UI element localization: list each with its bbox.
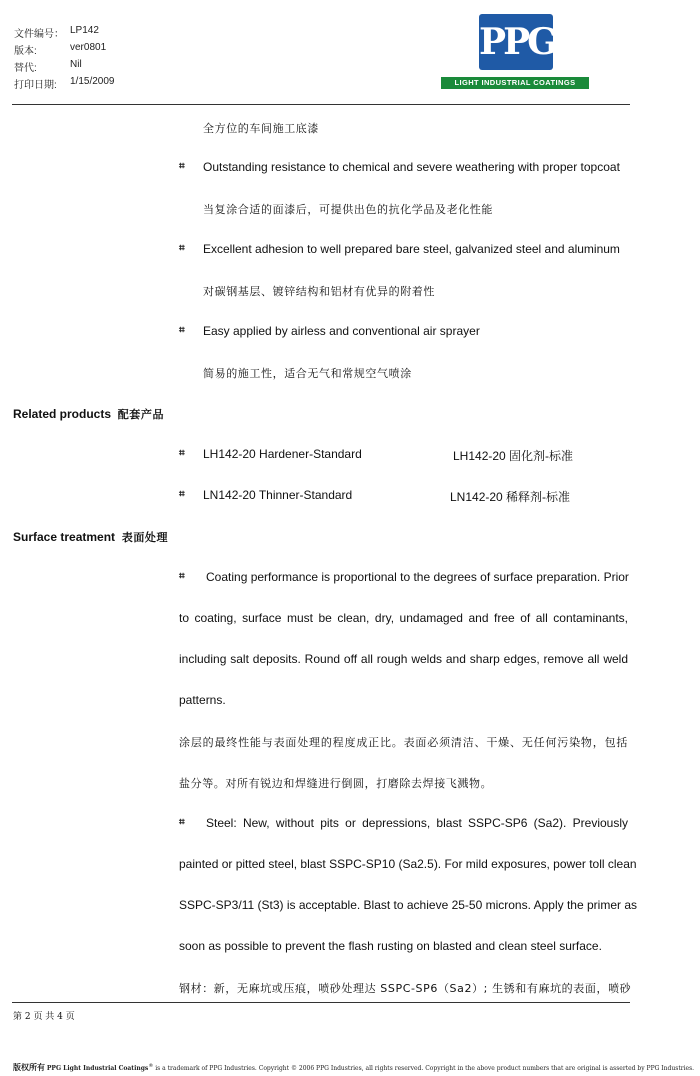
meta-value-print-date: 1/15/2009	[70, 76, 115, 87]
meta-label-print-date: 打印日期:	[14, 80, 57, 91]
logo-tagline-bar	[441, 77, 589, 89]
copyright-line: 版权所有 PPG Light Industrial Coatings® is a trademark of PPG Industries. Copyright © 2006 PPG Industries, all rights reserved. Copyright in the above product numbers that are original is asserted by PPG Industries.	[13, 1062, 695, 1072]
surface-p1-zh-line-1: 涂层的最终性能与表面处理的程度成正比。表面必须清洁、干燥、无任何污染物，包括	[179, 736, 628, 749]
bullet-icon: ⌗	[179, 817, 185, 828]
related-products-heading	[13, 406, 164, 422]
ppg-logo	[479, 14, 553, 70]
surface-treatment-heading	[13, 529, 168, 545]
copyright-brand: PPG Light Industrial Coatings	[46, 1065, 149, 1072]
page-number: 第 2 页 共 4 页	[13, 1012, 75, 1022]
surface-p2-line-2: painted or pitted steel, blast SSPC-SP10 (Sa2.5). For mild exposures, power toll clean	[179, 857, 637, 871]
feature-1-en: Outstanding resistance to chemical and severe weathering with proper topcoat	[203, 160, 620, 174]
bullet-icon: ⌗	[179, 448, 185, 459]
bullet-icon: ⌗	[179, 243, 185, 254]
logo-tagline: LIGHT INDUSTRIAL COATINGS	[454, 78, 576, 87]
surface-p1-line-1: Coating performance is proportional to the degrees of surface preparation. Prior	[206, 570, 629, 584]
related-item-2-en: LN142-20 Thinner-Standard	[203, 488, 353, 502]
copyright-label: 版权所有	[13, 1062, 45, 1072]
related-heading-zh: 配套产品	[117, 408, 165, 421]
surface-heading-en: Surface treatment	[13, 530, 116, 544]
related-item-1-zh: LH142-20 固化剂-标准	[453, 449, 574, 463]
bullet-icon: ⌗	[179, 161, 185, 172]
meta-value-version: ver0801	[70, 42, 107, 53]
feature-3-zh: 简易的施工性，适合无气和常规空气喷涂	[203, 367, 412, 380]
meta-label-doc-number: 文件编号：	[14, 29, 64, 40]
feature-1-zh: 当复涂合适的面漆后，可提供出色的抗化学品及老化性能	[203, 203, 493, 216]
bullet-icon: ⌗	[179, 325, 185, 336]
header-divider	[12, 104, 630, 105]
surface-p2-line-4: soon as possible to prevent the flash rusting on blasted and clean steel surface.	[179, 939, 602, 953]
logo-brand-text: PPG	[479, 21, 555, 63]
feature-2-en: Excellent adhesion to well prepared bare steel, galvanized steel and aluminum	[203, 242, 620, 256]
bullet-icon: ⌗	[179, 489, 185, 500]
feature-2-zh: 对碳钢基层、镀锌结构和铝材有优异的附着性	[203, 285, 435, 298]
footer-divider	[12, 1002, 630, 1003]
bullet-icon: ⌗	[179, 571, 185, 582]
surface-p2-zh-line-1: 钢材：新，无麻坑或压痕，喷砂处理达 SSPC-SP6（Sa2）; 生锈和有麻坑的表面，喷砂	[179, 982, 632, 995]
surface-p1-line-2: to coating, surface must be clean, dry, undamaged and free of all contaminants,	[179, 611, 628, 625]
related-item-2-zh: LN142-20 稀释剂-标准	[450, 490, 571, 504]
meta-value-supersedes: Nil	[70, 59, 82, 70]
surface-p2-line-3: SSPC-SP3/11 (St3) is acceptable. Blast to achieve 25-50 microns. Apply the primer as	[179, 898, 637, 912]
surface-p1-zh-line-2: 盐分等。对所有锐边和焊缝进行倒圆，打磨除去焊接飞溅物。	[179, 777, 493, 790]
intro-text-zh: 全方位的车间施工底漆	[203, 122, 319, 135]
related-heading-en: Related products	[13, 407, 112, 421]
surface-p1-line-3: including salt deposits. Round off all rough welds and sharp edges, remove all weld	[179, 652, 628, 666]
copyright-text: is a trademark of PPG Industries. Copyright © 2006 PPG Industries, all rights reserved. Copyright in the above product numbers that are original is asserted by PPG Industries.	[155, 1065, 695, 1072]
feature-3-en: Easy applied by airless and conventional air sprayer	[203, 324, 480, 338]
meta-label-supersedes: 替代:	[14, 63, 37, 74]
meta-label-version: 版本:	[14, 46, 37, 57]
surface-heading-zh: 表面处理	[121, 531, 169, 544]
surface-p1-line-4: patterns.	[179, 693, 226, 707]
related-item-1-en: LH142-20 Hardener-Standard	[203, 447, 362, 461]
surface-p2-line-1: Steel: New, without pits or depressions, blast SSPC-SP6 (Sa2). Previously	[206, 816, 628, 830]
meta-value-doc-number: LP142	[70, 25, 99, 36]
